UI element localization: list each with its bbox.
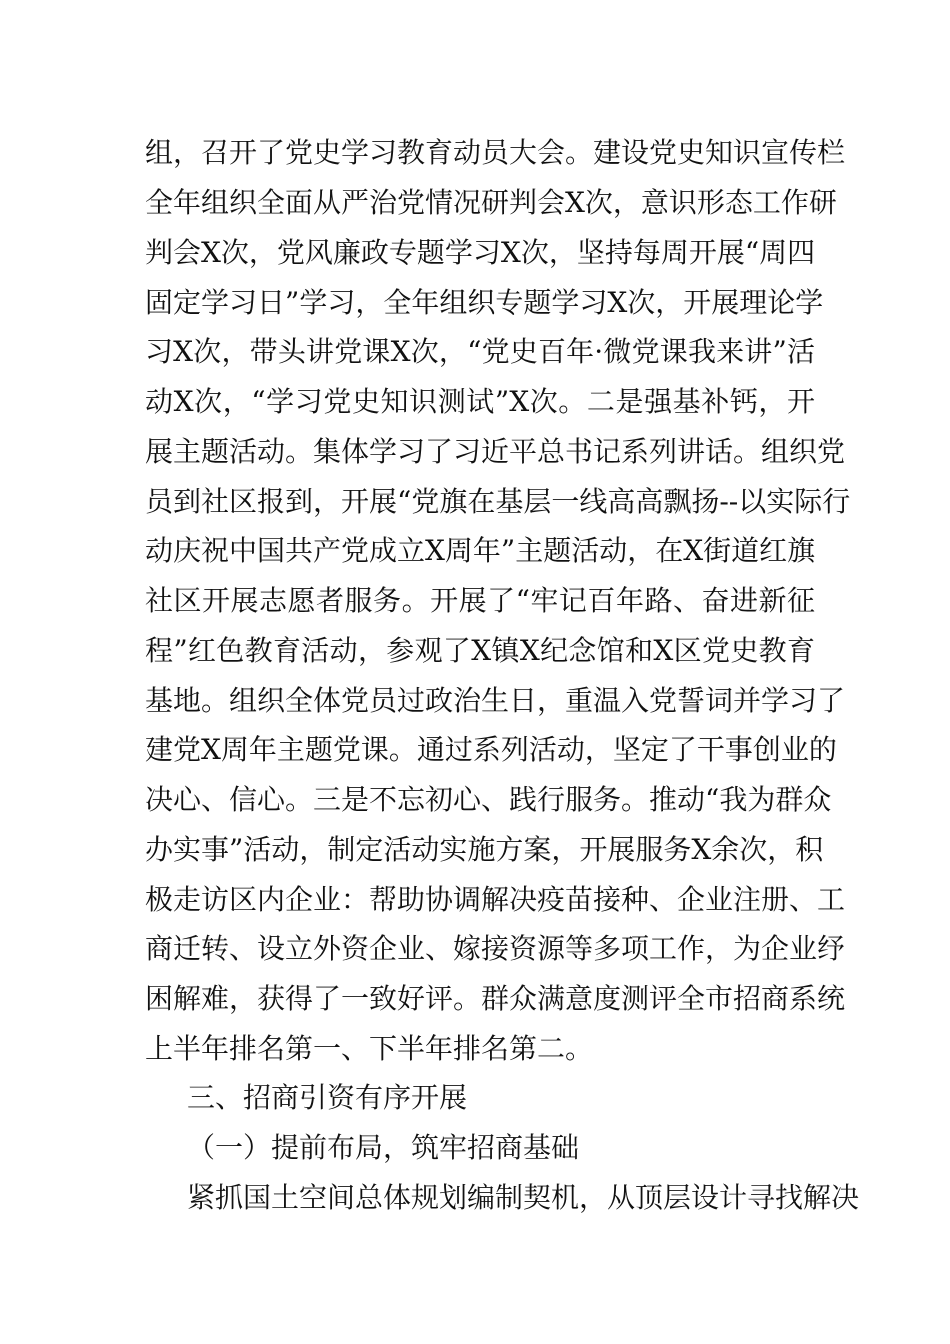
body-line: 固定学习日”学习，全年组织专题学习X次，开展理论学 <box>145 286 824 319</box>
body-line: 展主题活动。集体学习了习近平总书记系列讲话。组织党 <box>145 435 846 468</box>
body-line: 组，召开了党史学习教育动员大会。建设党史知识宣传栏 <box>145 136 846 169</box>
body-line: 商迁转、设立外资企业、嫁接资源等多项工作，为企业纾 <box>145 932 846 965</box>
body-line: 社区开展志愿者服务。开展了“牢记百年路、奋进新征 <box>145 584 815 617</box>
body-line: 困解难，获得了一致好评。群众满意度测评全市招商系统 <box>145 982 846 1015</box>
body-line: 极走访区内企业：帮助协调解决疫苗接种、企业注册、工 <box>145 883 846 916</box>
body-line: 程”红色教育活动，参观了X镇X纪念馆和X区党史教育 <box>145 634 815 667</box>
body-line: 习X次，带头讲党课X次，“党史百年·微党课我来讲”活 <box>145 335 815 368</box>
body-line: 上半年排名第一、下半年排名第二。 <box>145 1032 594 1065</box>
body-line: 基地。组织全体党员过政治生日，重温入党誓词并学习了 <box>145 684 846 717</box>
body-line: 全年组织全面从严治党情况研判会X次，意识形态工作研 <box>145 186 837 219</box>
body-line: 动X次，“学习党史知识测试”X次。二是强基补钙，开 <box>145 385 815 418</box>
body-line: 紧抓国土空间总体规划编制契机，从顶层设计寻找解决 <box>187 1181 860 1214</box>
body-line: 办实事”活动，制定活动实施方案，开展服务X余次，积 <box>145 833 824 866</box>
body-line: 员到社区报到，开展“党旗在基层一线高高飘扬--以实际行 <box>145 485 851 518</box>
body-line: 判会X次，党风廉政专题学习X次，坚持每周开展“周四 <box>145 236 816 269</box>
body-line: 动庆祝中国共产党成立X周年”主题活动，在X街道红旗 <box>145 534 816 567</box>
body-line: 建党X周年主题党课。通过系列活动，坚定了干事创业的 <box>145 733 837 766</box>
subsection-heading: （一）提前布局，筑牢招商基础 <box>187 1131 580 1164</box>
section-heading: 三、招商引资有序开展 <box>187 1081 468 1114</box>
body-line: 决心、信心。三是不忘初心、践行服务。推动“我为群众 <box>145 783 832 816</box>
